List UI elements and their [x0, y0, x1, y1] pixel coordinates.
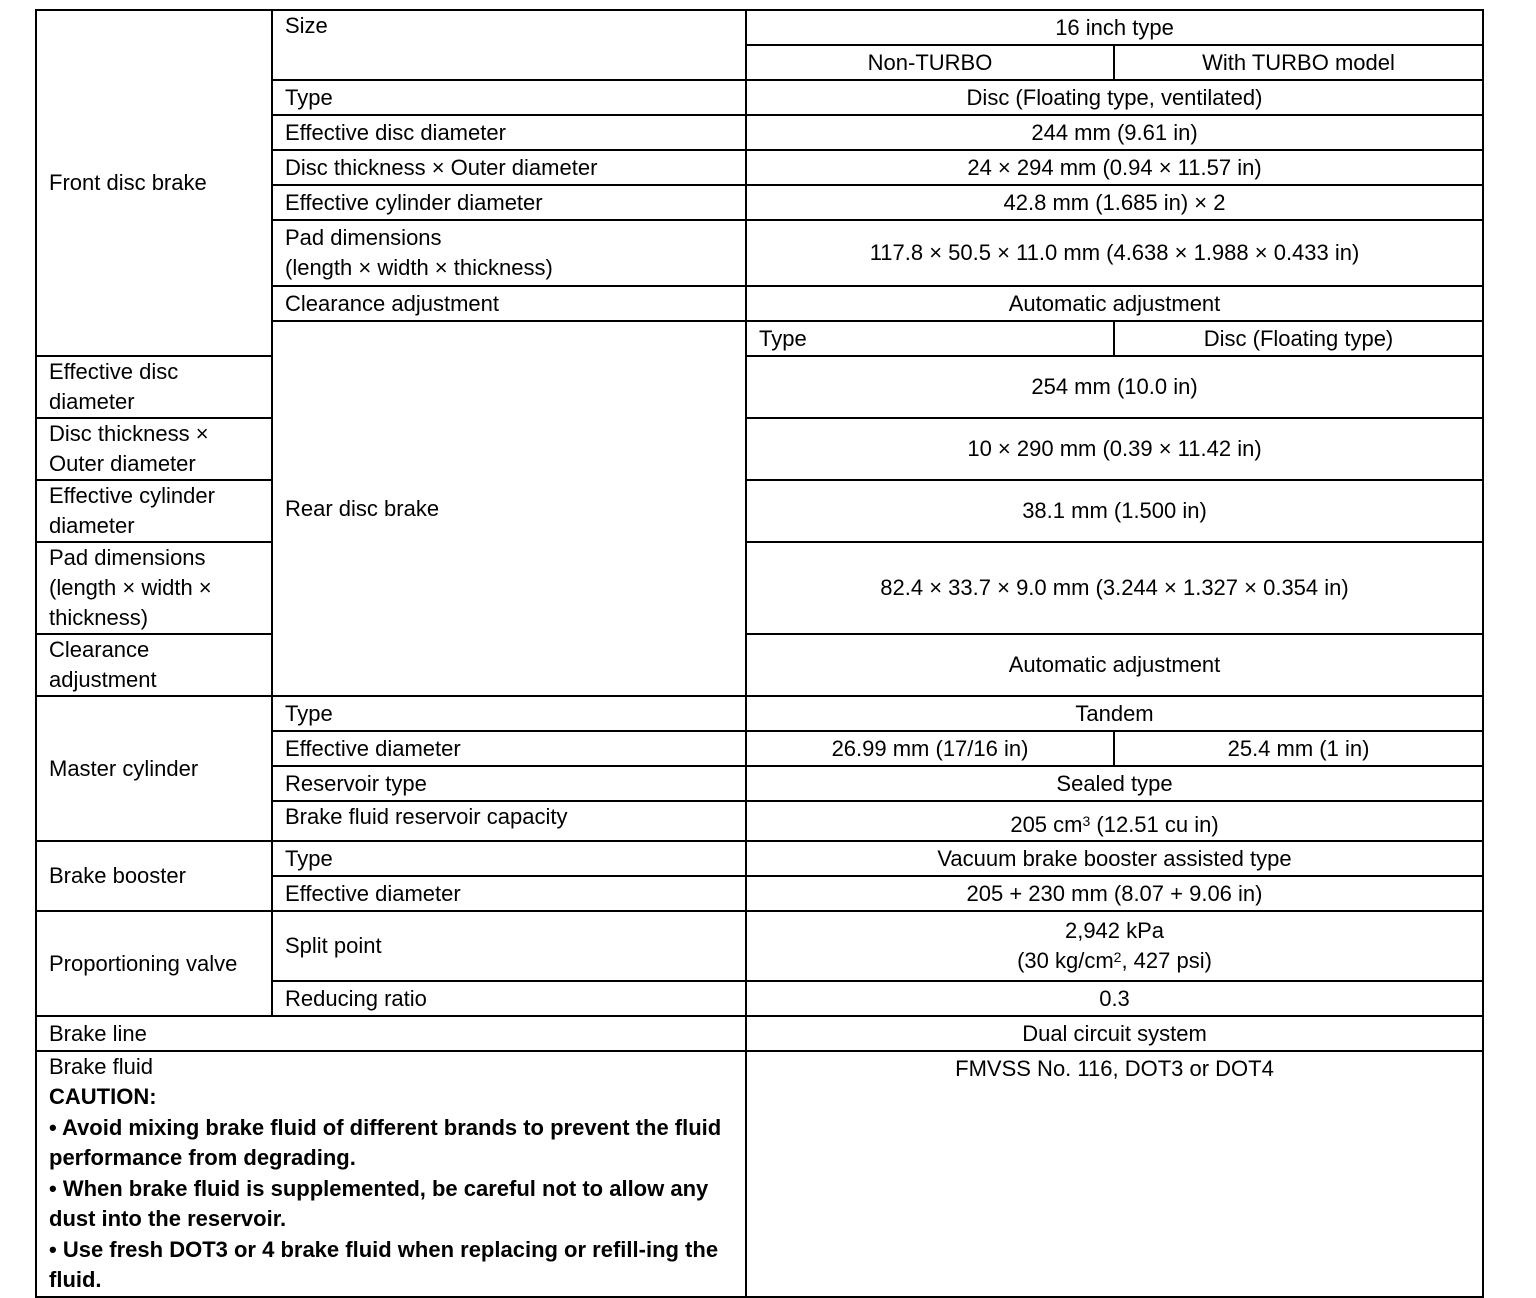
table-row [36, 418, 1483, 480]
table-row [36, 542, 1483, 634]
front-pad-value: 117.8 × 50.5 × 11.0 mm (4.638 × 1.988 × 0.433 in) [746, 220, 1483, 286]
rear-pad-label [36, 542, 272, 634]
rear-eff-cyl-label: Effective cylinder diameter [36, 480, 272, 542]
rear-eff-disc-value: 254 mm (10.0 in) [746, 356, 1483, 418]
front-clearance-label: Clearance adjustment [272, 286, 746, 321]
split-point-value [746, 911, 1483, 981]
size-label: Size [272, 10, 746, 80]
rear-eff-cyl-value: 38.1 mm (1.500 in) [746, 480, 1483, 542]
with-turbo-header: With TURBO model [1114, 45, 1483, 80]
brake-line-label: Brake line [36, 1016, 746, 1051]
front-pad-label [272, 220, 746, 286]
rear-pad-label-line-2: (length × width × thickness) [49, 575, 212, 630]
table-row [36, 1016, 1483, 1051]
booster-eff-value: 205 + 230 mm (8.07 + 9.06 in) [746, 876, 1483, 911]
front-type-value: Disc (Floating type, ventilated) [746, 80, 1483, 115]
table-row [36, 10, 1483, 45]
table-row [36, 1051, 1483, 1297]
front-type-label: Type [272, 80, 746, 115]
split-value-2a: (30 kg/cm [1017, 948, 1114, 973]
capacity-value-b: (12.51 cu in) [1090, 812, 1219, 837]
front-disc-thickness-value: 24 × 294 mm (0.94 × 11.57 in) [746, 150, 1483, 185]
rear-disc-brake-label: Rear disc brake [272, 321, 746, 696]
caution-block [49, 1082, 737, 1296]
reducing-ratio-label: Reducing ratio [272, 981, 746, 1016]
master-eff-turbo: 25.4 mm (1 in) [1114, 731, 1483, 766]
brake-fluid-label: Brake fluid [49, 1054, 153, 1079]
rear-clearance-value: Automatic adjustment [746, 634, 1483, 696]
capacity-superscript: 3 [1082, 813, 1091, 829]
brake-fluid-cell [36, 1051, 746, 1297]
front-eff-cyl-label: Effective cylinder diameter [272, 185, 746, 220]
master-eff-label: Effective diameter [272, 731, 746, 766]
rear-type-value: Disc (Floating type) [1114, 321, 1483, 356]
split-superscript: 2 [1113, 949, 1122, 965]
split-value-2b: , 427 psi) [1121, 948, 1212, 973]
rear-disc-thickness-label: Disc thickness × Outer diameter [36, 418, 272, 480]
front-eff-cyl-value: 42.8 mm (1.685 in) × 2 [746, 185, 1483, 220]
proportioning-valve-label: Proportioning valve [36, 911, 272, 1016]
table-row [36, 911, 1483, 981]
capacity-value-a: 205 cm [1010, 812, 1083, 837]
split-point-label: Split point [272, 911, 746, 981]
reducing-ratio-value: 0.3 [746, 981, 1483, 1016]
brake-line-value: Dual circuit system [746, 1016, 1483, 1051]
size-value: 16 inch type [746, 10, 1483, 45]
caution-heading: CAUTION: [49, 1084, 157, 1109]
master-reservoir-value: Sealed type [746, 766, 1483, 801]
rear-pad-value: 82.4 × 33.7 × 9.0 mm (3.244 × 1.327 × 0.354 in) [746, 542, 1483, 634]
caution-bullet-1: • Avoid mixing brake fluid of different brands to prevent the fluid performance from degrading. [49, 1114, 722, 1170]
front-eff-disc-value: 244 mm (9.61 in) [746, 115, 1483, 150]
rear-type-label: Type [746, 321, 1114, 356]
split-point-value-line-1: 2,942 kPa [1064, 918, 1165, 943]
master-capacity-label: Brake fluid reservoir capacity [272, 801, 746, 841]
table-row [36, 480, 1483, 542]
front-disc-brake-label: Front disc brake [36, 10, 272, 356]
table-row [36, 634, 1483, 696]
front-pad-label-line-2: (length × width × thickness) [285, 255, 553, 280]
caution-bullet-2: • When brake fluid is supplemented, be careful not to allow any dust into the reservoir. [49, 1175, 709, 1231]
rear-pad-label-line-1: Pad dimensions [49, 545, 206, 570]
non-turbo-header: Non-TURBO [746, 45, 1114, 80]
table-row [36, 356, 1483, 418]
front-disc-thickness-label: Disc thickness × Outer diameter [272, 150, 746, 185]
brake-specifications-table [35, 9, 1484, 1298]
caution-bullet-3: • Use fresh DOT3 or 4 brake fluid when replacing or refill-ing the fluid. [49, 1236, 719, 1292]
front-clearance-value: Automatic adjustment [746, 286, 1483, 321]
brake-fluid-value: FMVSS No. 116, DOT3 or DOT4 [746, 1051, 1483, 1297]
master-type-label: Type [272, 696, 746, 731]
master-capacity-value [746, 801, 1483, 841]
master-reservoir-label: Reservoir type [272, 766, 746, 801]
booster-type-label: Type [272, 841, 746, 876]
rear-clearance-label: Clearance adjustment [36, 634, 272, 696]
front-pad-label-line-1: Pad dimensions [285, 225, 442, 250]
booster-eff-label: Effective diameter [272, 876, 746, 911]
front-eff-disc-label: Effective disc diameter [272, 115, 746, 150]
rear-disc-thickness-value: 10 × 290 mm (0.39 × 11.42 in) [746, 418, 1483, 480]
master-cylinder-label: Master cylinder [36, 696, 272, 841]
table-row [36, 696, 1483, 731]
master-type-value: Tandem [746, 696, 1483, 731]
table-row [36, 841, 1483, 876]
master-eff-non-turbo: 26.99 mm (17/16 in) [746, 731, 1114, 766]
booster-type-value: Vacuum brake booster assisted type [746, 841, 1483, 876]
brake-booster-label: Brake booster [36, 841, 272, 911]
rear-eff-disc-label: Effective disc diameter [36, 356, 272, 418]
